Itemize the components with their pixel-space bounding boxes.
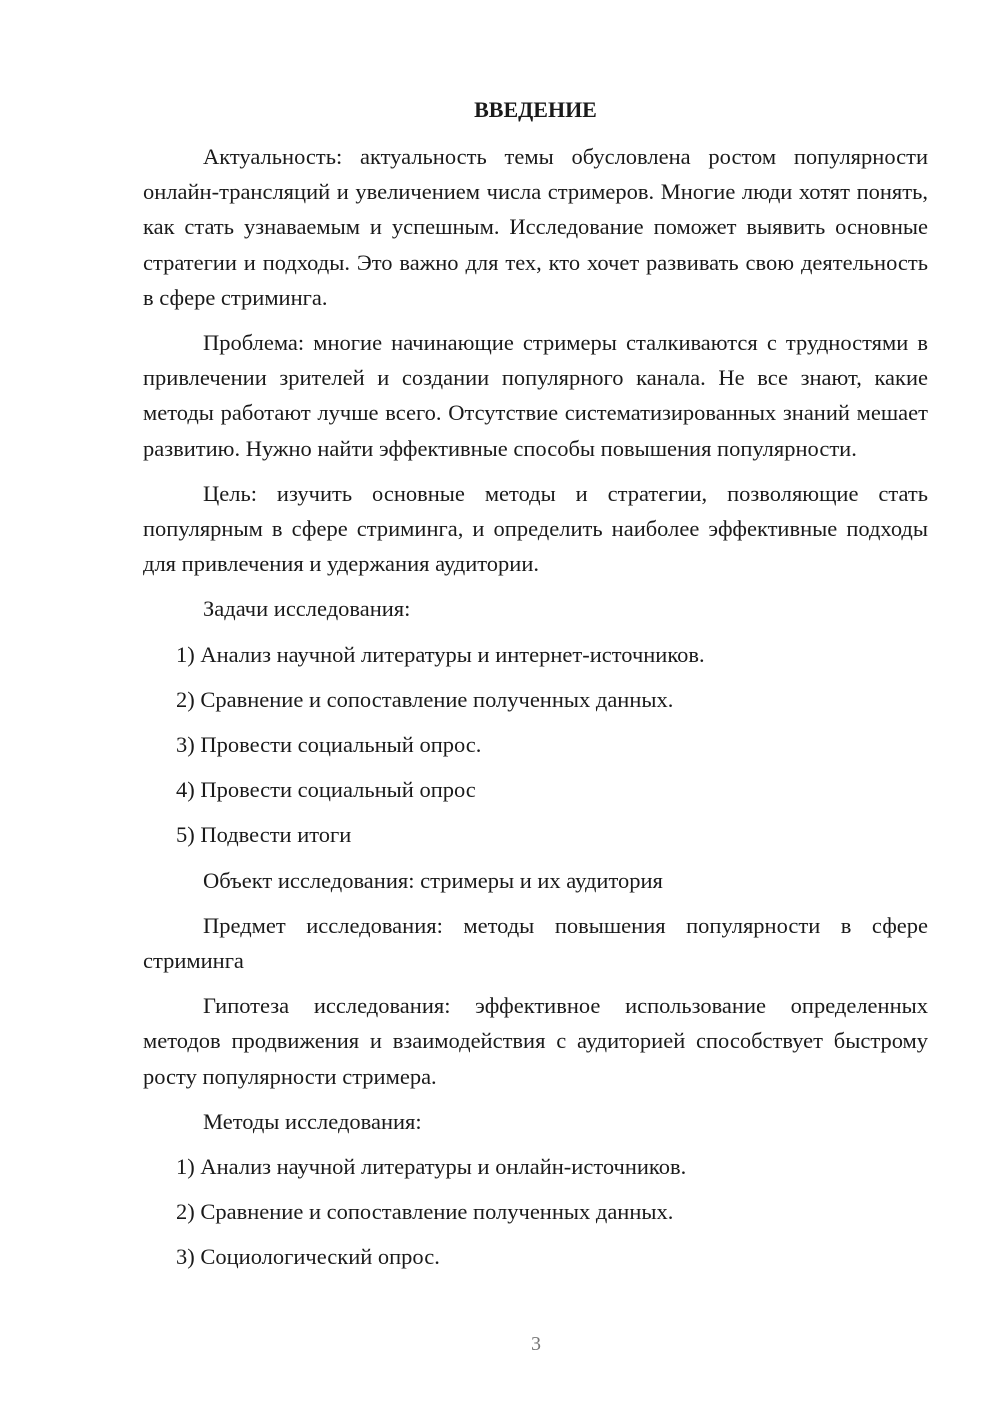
relevance-paragraph: Актуальность: актуальность темы обусловлена ростом популярности онлайн-трансляций и увеличением числа стримеров. Многие люди хотят понять, как стать узнаваемым и успешным. Исследование поможет выявить основные стратегии и подходы. Это важно для тех, кто хочет развивать свою деятельность в сфере стриминга. bbox=[143, 144, 928, 310]
document-page bbox=[143, 90, 928, 1285]
method-item: 2) Сравнение и сопоставление полученных данных. bbox=[176, 1199, 674, 1225]
task-item: 3) Провести социальный опрос. bbox=[176, 732, 482, 758]
problem-paragraph: Проблема: многие начинающие стримеры сталкиваются с трудностями в привлечении зрителей и создании популярного канала. Не все знают, какие методы работают лучше всего. Отсутствие систематизированных знаний мешает развитию. Нужно найти эффективные способы повышения популярности. bbox=[143, 330, 928, 461]
task-item: 5) Подвести итоги bbox=[176, 822, 352, 848]
task-item: 1) Анализ научной литературы и интернет-источников. bbox=[176, 641, 705, 667]
tasks-heading: Задачи исследования: bbox=[203, 596, 411, 622]
method-item: 3) Социологический опрос. bbox=[176, 1244, 440, 1270]
method-item: 1) Анализ научной литературы и онлайн-источников. bbox=[176, 1154, 687, 1180]
page-number: 3 bbox=[531, 1333, 541, 1355]
subject-paragraph: Предмет исследования: методы повышения популярности в сфере стриминга bbox=[143, 912, 928, 974]
goal-paragraph: Цель: изучить основные методы и стратегии, позволяющие стать популярным в сфере стриминга, и определить наиболее эффективные подходы для привлечения и удержания аудитории. bbox=[143, 480, 928, 577]
task-item: 4) Провести социальный опрос bbox=[176, 777, 476, 803]
task-item: 2) Сравнение и сопоставление полученных данных. bbox=[176, 686, 674, 712]
object-paragraph: Объект исследования: стримеры и их аудитория bbox=[203, 867, 663, 893]
methods-heading: Методы исследования: bbox=[203, 1108, 422, 1134]
page-title: ВВЕДЕНИЕ bbox=[474, 97, 597, 122]
hypothesis-paragraph: Гипотеза исследования: эффективное использование определенных методов продвижения и взаимодействия с аудиторией способствует быстрому росту популярности стримера. bbox=[143, 993, 928, 1089]
